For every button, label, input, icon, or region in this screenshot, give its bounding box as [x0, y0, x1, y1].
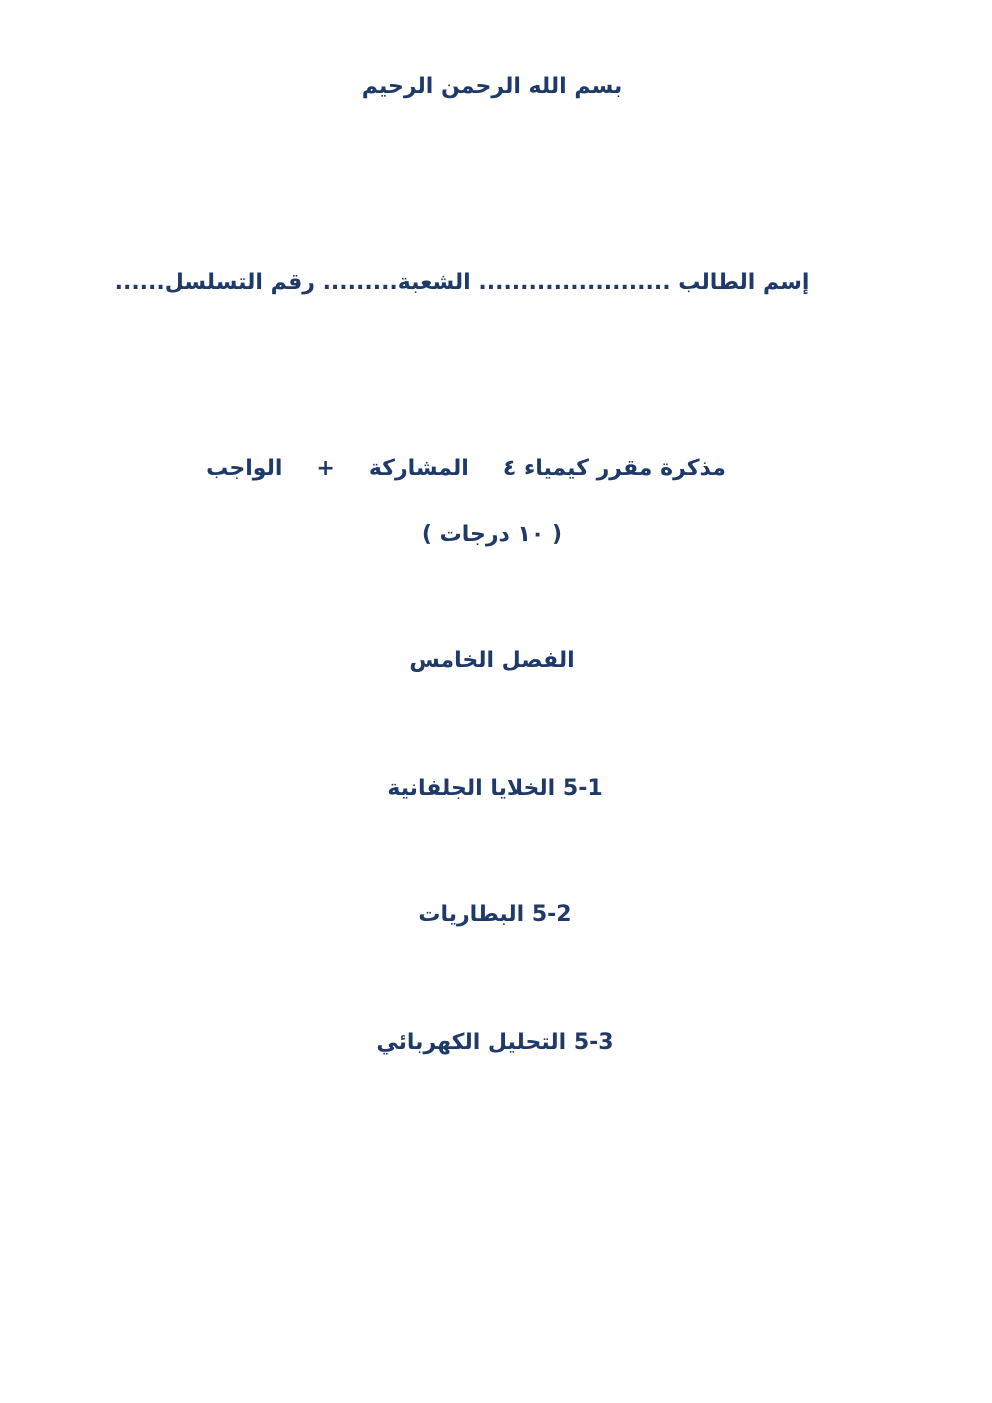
section-number: 5-3 — [573, 1030, 614, 1055]
section-title: التحليل الكهربائي — [376, 1030, 567, 1055]
grade-note: ( ١٠ درجات ) — [421, 522, 563, 547]
course-title-line — [0, 456, 962, 481]
section-number: 5-2 — [531, 902, 572, 927]
basmala-heading: بسم الله الرحمن الرحيم — [361, 74, 623, 99]
section-item — [0, 1030, 991, 1055]
participation-label: المشاركة — [368, 456, 469, 481]
section-item — [0, 902, 991, 927]
student-info-line: إسم الطالب ....................... الشعبة......... رقم التسلسل...... — [114, 270, 810, 295]
section-item — [0, 776, 991, 801]
section-title: الخلايا الجلفانية — [387, 776, 556, 801]
homework-label: الواجب — [206, 456, 283, 481]
course-title: مذكرة مقرر كيمياء ٤ — [502, 456, 726, 481]
plus-sign: + — [316, 456, 335, 481]
section-number: 5-1 — [562, 776, 603, 801]
section-title: البطاريات — [418, 902, 525, 927]
chapter-title: الفصل الخامس — [409, 648, 575, 673]
